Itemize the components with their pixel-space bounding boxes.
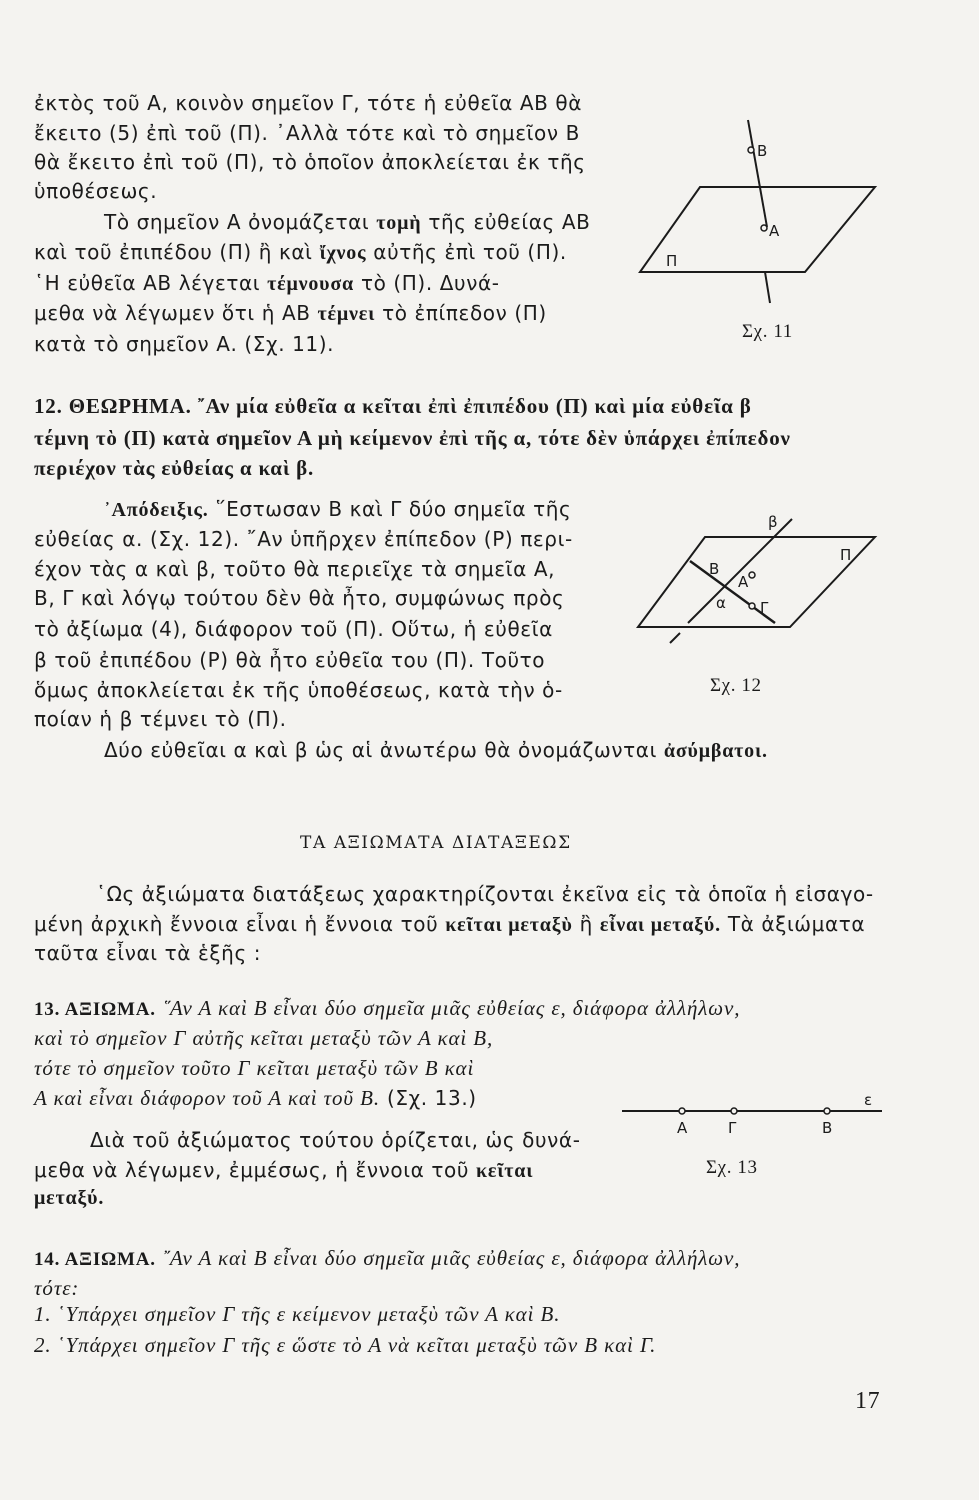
fig13-label-B: Β <box>822 1119 833 1137</box>
para2-line2: καὶ τοῦ ἐπιπέδου (Π) ἢ καὶ ἴχνος αὐτῆς ἐπὶ τοῦ (Π). <box>34 240 567 264</box>
fig12-point-G <box>749 603 755 609</box>
proof-line1: ᾿Απόδειξις. ῞Εστωσαν Β καὶ Γ δύο σημεῖα τῆς <box>104 497 572 521</box>
fig12-label-B: Β <box>709 560 720 578</box>
axiom13-line5: Διὰ τοῦ ἀξιώματος τούτου ὁρίζεται, ὡς δυνά- <box>90 1128 581 1152</box>
term-einai-metaxy: εἶναι μεταξύ. <box>599 914 721 936</box>
axiom13-line2: καὶ τὸ σημεῖον Γ αὐτῆς κεῖται μεταξὺ τῶν Α καὶ Β, <box>34 1026 494 1050</box>
intro-line3: ταῦτα εἶναι τὰ ἑξῆς : <box>34 941 262 965</box>
proof-line4: Β, Γ καὶ λόγῳ τούτου δὲν θὰ ἦτο, συμφώνως πρὸς <box>34 586 565 610</box>
para2-line3: ῾Η εὐθεῖα ΑΒ λέγεται τέμνουσα τὸ (Π). Δυνά- <box>34 271 500 295</box>
figure-12 <box>620 505 890 685</box>
fig12-label-beta: β <box>768 513 778 531</box>
fig12-label-G: Γ <box>760 599 769 617</box>
term-ichnos: ἴχνος <box>319 242 367 264</box>
fig12-point-A <box>749 572 755 578</box>
fig11-label-P: Π <box>666 252 678 270</box>
fig13-caption: Σχ. 13 <box>706 1157 758 1178</box>
proof-line7: ὅμως ἀποκλείεται ἐκ τῆς ὑποθέσεως, κατὰ τὴν ὁ- <box>34 678 563 702</box>
fig13-point-A <box>679 1108 685 1114</box>
fig12-label-A: Α <box>738 573 749 591</box>
fig12-line-beta-below <box>670 633 680 643</box>
para2-line4: μεθα νὰ λέγωμεν ὅτι ἡ ΑΒ τέμνει τὸ ἐπίπεδον (Π) <box>34 301 547 325</box>
para2-line1: Τὸ σημεῖον Α ὀνομάζεται τομὴ τῆς εὐθείας ΑΒ <box>104 210 591 234</box>
axiom13-line1: 13. ΑΞΙΩΜΑ. ῞Αν Α καὶ Β εἶναι δύο σημεῖα μιᾶς εὐθείας ε, διάφορα ἀλλήλων, <box>34 996 741 1020</box>
fig11-line-segment <box>748 120 767 227</box>
term-temnousa: τέμνουσα <box>267 273 354 295</box>
term-asymvatoi: ἀσύμβατοι. <box>663 740 768 762</box>
fig11-caption: Σχ. 11 <box>742 321 793 342</box>
intro-line1: ῾Ως ἀξιώματα διατάξεως χαρακτηρίζονται ἐκεῖνα εἰς τὰ ὁποῖα ἡ εἰσαγο- <box>96 882 874 906</box>
fig11-label-A: Α <box>769 222 780 240</box>
para2-line5: κατὰ τὸ σημεῖον Α. (Σχ. 11). <box>34 332 335 356</box>
page-number: 17 <box>855 1388 881 1414</box>
axiom13-line6: μεθα νὰ λέγωμεν, ἐμμέσως, ἡ ἔννοια τοῦ κεῖται <box>34 1158 534 1182</box>
axiom14-line2: τότε: <box>34 1276 80 1300</box>
theorem12-heading: 12. ΘΕΩΡΗΜΑ. <box>34 394 192 418</box>
fig11-label-B: Β <box>757 142 768 160</box>
axiom14-line1: 14. ΑΞΙΩΜΑ. ῎Αν Α καὶ Β εἶναι δύο σημεῖα μιᾶς εὐθείας ε, διάφορα ἀλλήλων, <box>34 1246 741 1270</box>
axiom14-item1: 1. ῾Υπάρχει σημεῖον Γ τῆς ε κείμενον μεταξὺ τῶν Α καὶ Β. <box>34 1302 561 1326</box>
intro-line2: μένη ἀρχικὴ ἔννοια εἶναι ἡ ἔννοια τοῦ κεῖται μεταξὺ ἢ εἶναι μεταξύ. Τὰ ἀξιώματα <box>34 912 866 936</box>
term-tomi: τομὴ <box>376 212 422 234</box>
para1-line4: ὑποθέσεως. <box>34 179 158 203</box>
proof-line5: τὸ ἀξίωμα (4), διάφορον τοῦ (Π). Οὕτω, ἡ εὐθεῖα <box>34 617 553 641</box>
axiom13-heading: 13. ΑΞΙΩΜΑ. <box>34 999 156 1020</box>
para1-line3: θὰ ἔκειτο ἐπὶ τοῦ (Π), τὸ ὁποῖον ἀποκλείεται ἐκ τῆς <box>34 150 586 174</box>
para1-line2: ἔκειτο (5) ἐπὶ τοῦ (Π). ᾿Αλλὰ τότε καὶ τὸ σημεῖον Β <box>34 121 580 145</box>
fig13-label-A: Α <box>677 1119 688 1137</box>
fig12-label-alpha: α <box>716 594 726 612</box>
axiom14-item2: 2. ῾Υπάρχει σημεῖον Γ τῆς ε ὥστε τὸ Α νὰ κεῖται μεταξὺ τῶν Β καὶ Γ. <box>34 1333 657 1357</box>
fig11-point-B <box>748 147 754 153</box>
fig11-point-A <box>761 225 767 231</box>
fig13-label-e: ε <box>864 1091 873 1109</box>
fig12-label-P: Π <box>840 546 852 564</box>
axiom14-heading: 14. ΑΞΙΩΜΑ. <box>34 1249 156 1270</box>
term-keitai-metaxy: κεῖται μεταξὺ <box>445 914 573 936</box>
axiom13-line3: τότε τὸ σημεῖον τοῦτο Γ κεῖται μεταξὺ τῶν Β καὶ <box>34 1056 475 1080</box>
axiom13-line7: μεταξύ. <box>34 1187 105 1209</box>
fig13-label-G: Γ <box>728 1119 737 1137</box>
para1-line1: ἐκτὸς τοῦ Α, κοινὸν σημεῖον Γ, τότε ἡ εὐθεῖα ΑΒ θὰ <box>34 91 583 115</box>
fig13-point-B <box>824 1108 830 1114</box>
theorem12-line3: περιέχον τὰς εὐθείας α καὶ β. <box>34 456 315 480</box>
term-keitai: κεῖται <box>475 1160 534 1182</box>
proof-line8: ποίαν ἡ β τέμνει τὸ (Π). <box>34 707 287 731</box>
figure-13 <box>620 1090 890 1140</box>
section-title: ΤΑ ΑΞΙΩΜΑΤΑ ΔΙΑΤΑΞΕΩΣ <box>300 833 572 853</box>
theorem12-line1: 12. ΘΕΩΡΗΜΑ. ῎Αν μία εὐθεῖα α κεῖται ἐπὶ ἐπιπέδου (Π) καὶ μία εὐθεῖα β <box>34 394 752 418</box>
fig11-line-below <box>765 272 770 303</box>
proof-line9: Δύο εὐθεῖαι α καὶ β ὡς αἱ ἀνωτέρω θὰ ὀνομάζωνται ἀσύμβατοι. <box>104 738 768 762</box>
proof-line6: β τοῦ ἐπιπέδου (Ρ) θὰ ἦτο εὐθεῖα του (Π). Τοῦτο <box>34 648 546 672</box>
theorem12-line2: τέμνη τὸ (Π) κατὰ σημεῖον Α μὴ κείμενον ἐπὶ τῆς α, τότε δὲν ὑπάρχει ἐπίπεδον <box>34 426 791 450</box>
proof-heading: ᾿Απόδειξις. <box>104 499 209 521</box>
proof-line3: έχον τὰς α καὶ β, τοῦτο θὰ περιεῖχε τὰ σημεῖα Α, <box>34 557 556 581</box>
axiom13-line4: Α καὶ εἶναι διάφορον τοῦ Α καὶ τοῦ Β. (Σχ. 13.) <box>34 1086 477 1110</box>
fig12-caption: Σχ. 12 <box>710 675 762 696</box>
proof-line2: εὐθείας α. (Σχ. 12). ῎Αν ὑπῆρχεν ἐπίπεδον (Ρ) περι- <box>34 527 573 551</box>
fig13-point-G <box>731 1108 737 1114</box>
term-temnei: τέμνει <box>317 303 376 325</box>
